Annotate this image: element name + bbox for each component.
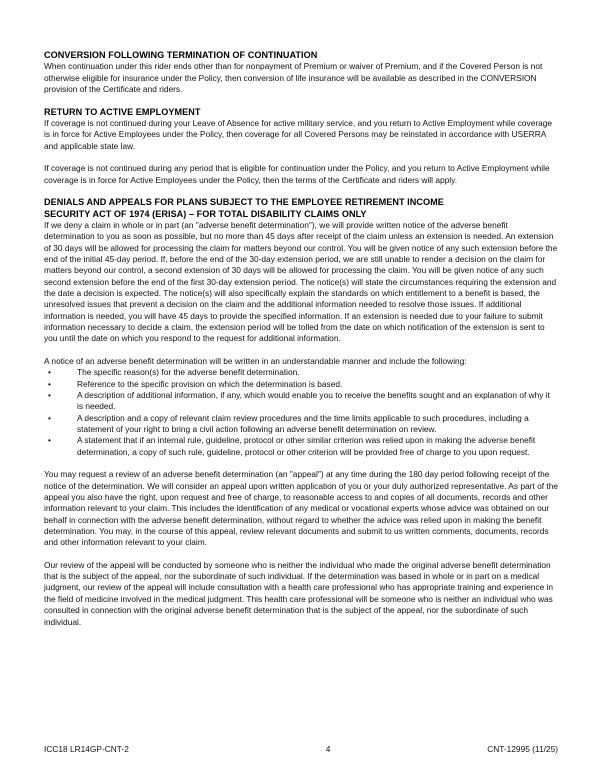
- heading-denials-appeals-line-1: DENIALS AND APPEALS FOR PLANS SUBJECT TO THE EMPLOYEE RETIREMENT INCOME: [44, 197, 444, 208]
- paragraph-spacer: [44, 549, 558, 560]
- paragraph-conversion-body: When continuation under this rider ends other than for nonpayment of Premium or waiver of Premium, and if the Covered Person is not otherwise eligible for insurance under the Policy, then conversion of life insurance will be available as described in the CONVERSION provision of the Certificate and riders.: [44, 61, 543, 95]
- footer-form-number-left: ICC18 LR14GP-CNT-2: [44, 744, 129, 754]
- page-content: [44, 50, 558, 628]
- bullet-icon: •: [48, 367, 51, 378]
- paragraph-return-continuation-period: If coverage is not continued during any period that is eligible for continuation under the Policy, and you return to Active Employment while coverage is in force for Active Employees under the Policy, then the terms of the Certificate and riders will apply.: [44, 163, 550, 185]
- paragraph-spacer: [44, 345, 558, 356]
- paragraph-notice-contents-intro: A notice of an adverse benefit determination will be written in an understandable manner and include the following:: [44, 355, 467, 366]
- paragraph-spacer: [44, 152, 558, 163]
- bullet-icon: •: [48, 412, 51, 423]
- list-item: [44, 379, 558, 390]
- list-item-text: The specific reason(s) for the adverse benefit determination.: [77, 367, 300, 378]
- paragraph-adverse-benefit-determination-notice: If we deny a claim in whole or in part (an "adverse benefit determination"), we will provide written notice of the adverse benefit determination to you as soon as possible, but no more than 45 days after receipt of the claim unless an extension is needed. An extension of 30 days will be allowed for processing the claim for matters beyond our control. You will be given notice of any such extension before the end of the initial 45-day period. If, before the end of the 30-day extension period, we are still unable to render a decision on the claim for matters beyond our control, a second extension of 30 days will be allowed for processing the claim. You will be given notice of any such second extension before the end of the first 30-day extension period. The notice(s) will state the circumstances requiring the extension and the date a decision is expected. The notice(s) will also specifically explain the standards on which entitlement to a benefit is based, the unresolved issues that prevent a decision on the claim and the additional information needed to resolve those issues. If additional information is needed, you will have 45 days to provide the specified information. If an extension is needed due to your failure to submit information necessary to decide a claim, the extension period will be tolled from the date on which notification of the extension is sent to you until the date on which you respond to the request for additional information.: [44, 219, 558, 344]
- list-item-text: A description of additional information, if any, which would enable you to receive the benefits sought and an explanation of why it is needed.: [77, 389, 550, 412]
- footer-form-number-right: CNT-12995 (11/25): [487, 744, 558, 754]
- list-item: [44, 367, 558, 378]
- list-item: [44, 413, 558, 436]
- paragraph-spacer: [44, 458, 558, 469]
- heading-denials-appeals-line-2: SECURITY ACT OF 1974 (ERISA) – FOR TOTAL DISABILITY CLAIMS ONLY: [44, 208, 367, 219]
- list-item-text: A description and a copy of relevant claim review procedures and the time limits applicable to such procedures, including a statement of your right to bring a civil action following an adverse benefit determination on review.: [77, 412, 529, 434]
- paragraph-appeal-request: You may request a review of an adverse benefit determination (an "appeal") at any time during the 180 day period following receipt of the notice of the determination. We will consider an appeal upon written application of you or your duly authorized representative. As part of the appeal you also have the right, upon request and free of charge, to reasonable access to and copies of all documents, records and other information relevant to your claim. This includes the identification of any medical or vocational experts whose advice was obtained on our behalf in connection with the adverse benefit determination, without regard to whether the advice was relied upon in making the benefit determination. You may, in the course of this appeal, review relevant documents and submit to us written comments, documents, records and other information relevant to your claim.: [44, 469, 558, 548]
- page-footer: [44, 744, 558, 755]
- list-item-text: Reference to the specific provision on which the determination is based.: [77, 378, 343, 389]
- footer-page-number: 4: [325, 744, 331, 754]
- bullet-icon: •: [48, 389, 51, 400]
- bullet-icon: •: [48, 435, 51, 446]
- list-item: [44, 390, 558, 413]
- list-item-text: A statement that if an internal rule, guideline, protocol or other similar criterion was relied upon in making the adverse benefit determination, a copy of such rule, guideline, protocol or other criterion will be provided free of charge to you upon request.: [77, 435, 536, 457]
- paragraph-appeal-review: Our review of the appeal will be conducted by someone who is neither the individual who made the original adverse benefit determination that is the subject of the appeal, nor the subordinate of such individual. If the determination was based in whole or in part on a medical judgment, our review of the appeal will include consultation with a health care professional who has appropriate training and experience in the field of medicine involved in the medical judgment. This health care professional will be someone who is neither an individual who was consulted in connection with the original adverse benefit determination that is the subject of the appeal, nor the subordinate of such individual.: [44, 559, 554, 627]
- bullet-icon: •: [48, 378, 51, 389]
- paragraph-spacer: [44, 95, 558, 106]
- heading-conversion-following-termination: CONVERSION FOLLOWING TERMINATION OF CONTINUATION: [44, 50, 318, 60]
- notice-contents-bullet-list: [44, 367, 558, 458]
- heading-return-to-active-employment: RETURN TO ACTIVE EMPLOYMENT: [44, 106, 201, 117]
- paragraph-return-active-military: If coverage is not continued during your Leave of Absence for active military service, and you return to Active Employment while coverage is in force for Active Employees under the Policy, then coverage for all Covered Persons may be reinstated in accordance with USERRA and applicable state law.: [44, 118, 553, 151]
- list-item: [44, 435, 558, 458]
- paragraph-spacer: [44, 186, 558, 197]
